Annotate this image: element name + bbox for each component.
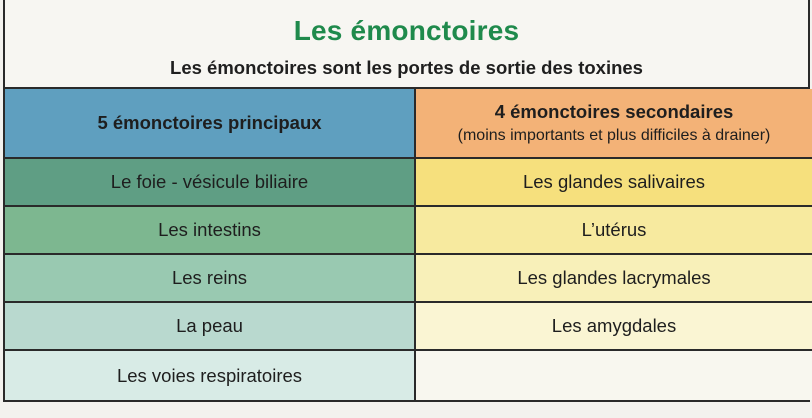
principal-item: La peau	[176, 315, 243, 336]
principal-item: Les voies respiratoires	[116, 364, 303, 386]
page-title: Les émonctoires	[293, 15, 520, 46]
principal-heading-cell	[5, 89, 414, 159]
secondary-row	[416, 159, 812, 207]
secondary-row-empty	[416, 351, 812, 400]
secondary-row	[416, 207, 812, 255]
secondary-heading-note: (moins importants et plus difficiles à drainer)	[457, 127, 771, 144]
secondary-heading-cell	[416, 89, 812, 159]
principal-row	[5, 303, 414, 351]
principal-item: Les intestins	[158, 219, 261, 240]
principal-column	[5, 89, 416, 402]
principal-heading: 5 émonctoires principaux	[97, 112, 322, 133]
secondary-heading-wrap	[458, 101, 771, 145]
secondary-row	[416, 255, 812, 303]
principal-row	[5, 207, 414, 255]
principal-item: Le foie - vésicule biliaire	[110, 171, 309, 192]
secondary-item: Les glandes salivaires	[522, 171, 706, 192]
secondary-heading: 4 émonctoires secondaires	[494, 100, 734, 122]
secondary-item: Les amygdales	[551, 315, 677, 336]
emonctoires-table	[3, 0, 810, 402]
principal-item: Les reins	[171, 267, 248, 288]
page-subtitle: Les émonctoires sont les portes de sortie des toxines	[170, 57, 643, 78]
secondary-row	[416, 303, 812, 351]
principal-row	[5, 255, 414, 303]
secondary-item: Les glandes lacrymales	[517, 267, 711, 288]
principal-row	[5, 351, 414, 400]
secondary-column	[416, 89, 812, 402]
principal-row	[5, 159, 414, 207]
secondary-item: L’utérus	[581, 219, 647, 240]
table-header	[5, 0, 808, 89]
